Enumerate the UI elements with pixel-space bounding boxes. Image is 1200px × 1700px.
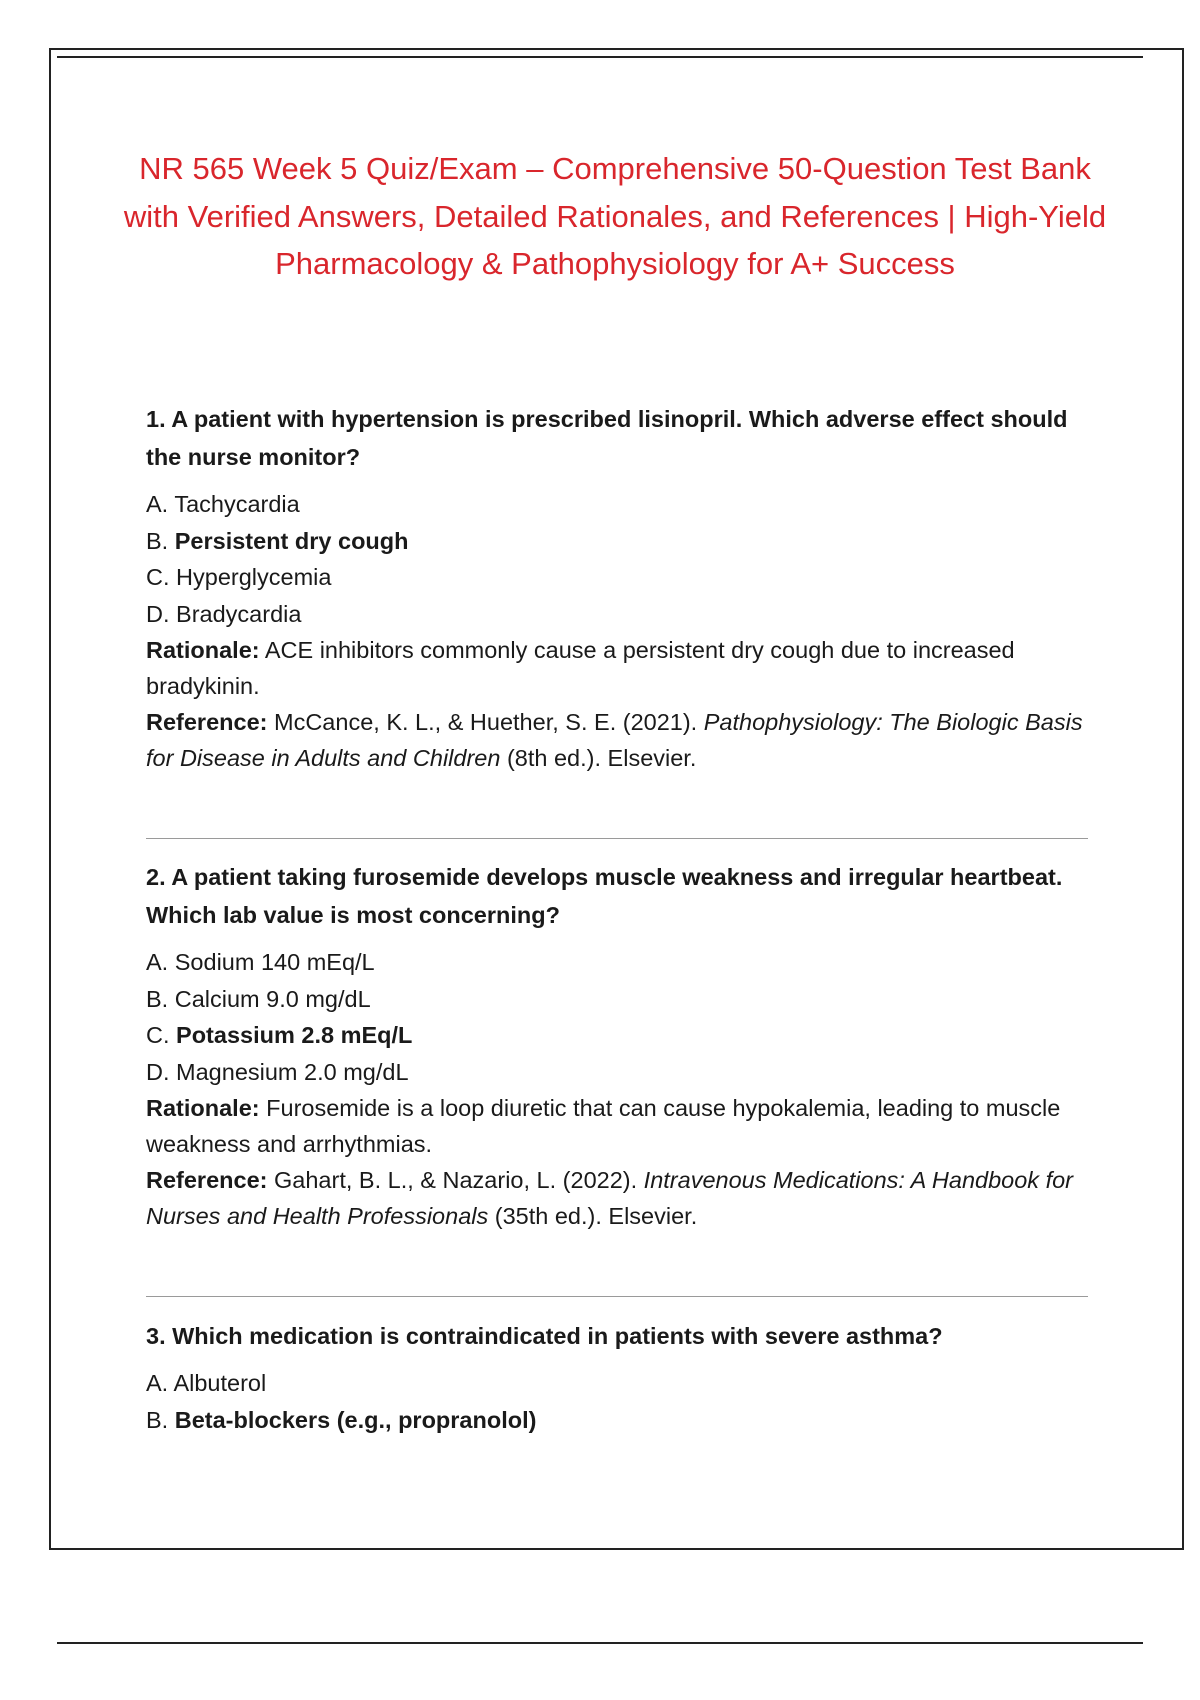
option-c-correct: C. Potassium 2.8 mEq/L [146,1022,413,1048]
reference: Reference: McCance, K. L., & Huether, S. E. (2021). Pathophysiology: The Biologic Basis for Disease in Adults and Children (8th ed.). Elsevier. [146,709,1083,771]
option-b-correct: B. Beta-blockers (e.g., propranolol) [146,1406,537,1433]
option-a: A. Tachycardia [146,491,300,517]
document-title: NR 565 Week 5 Quiz/Exam – Comprehensive 50-Question Test Bank with Verified Answers, Detailed Rationales, and References | High-Yield Pharmacology & Pathophysiology for A+ Success [123,151,1107,281]
question-block-2 [146,858,1096,1234]
question-block-3 [146,1317,1096,1438]
option-c: C. Hyperglycemia [146,564,332,590]
question-text: 3. Which medication is contraindicated in patients with severe asthma? [146,1323,943,1349]
bottom-rule [57,1642,1143,1644]
reference: Reference: Gahart, B. L., & Nazario, L. (2022). Intravenous Medications: A Handbook for Nurses and Health Professionals (35th ed.). Elsevier. [146,1167,1074,1229]
option-a: A. Albuterol [146,1370,267,1396]
top-rule [57,56,1143,58]
section-divider [146,1296,1088,1297]
section-divider [146,838,1088,839]
option-b: B. Calcium 9.0 mg/dL [146,985,371,1012]
rationale: Rationale: Furosemide is a loop diuretic that can cause hypokalemia, leading to muscle weakness and arrhythmias. [146,1095,1061,1157]
option-b-correct: B. Persistent dry cough [146,527,409,554]
option-d: D. Bradycardia [146,600,302,627]
option-d: D. Magnesium 2.0 mg/dL [146,1058,409,1085]
question-text: 1. A patient with hypertension is prescribed lisinopril. Which adverse effect should the nurse monitor? [146,406,1068,470]
rationale: Rationale: ACE inhibitors commonly cause a persistent dry cough due to increased bradykinin. [146,637,1015,699]
question-text: 2. A patient taking furosemide develops muscle weakness and irregular heartbeat. Which lab value is most concerning? [146,864,1063,928]
option-a: A. Sodium 140 mEq/L [146,949,375,975]
question-block-1 [146,400,1096,776]
